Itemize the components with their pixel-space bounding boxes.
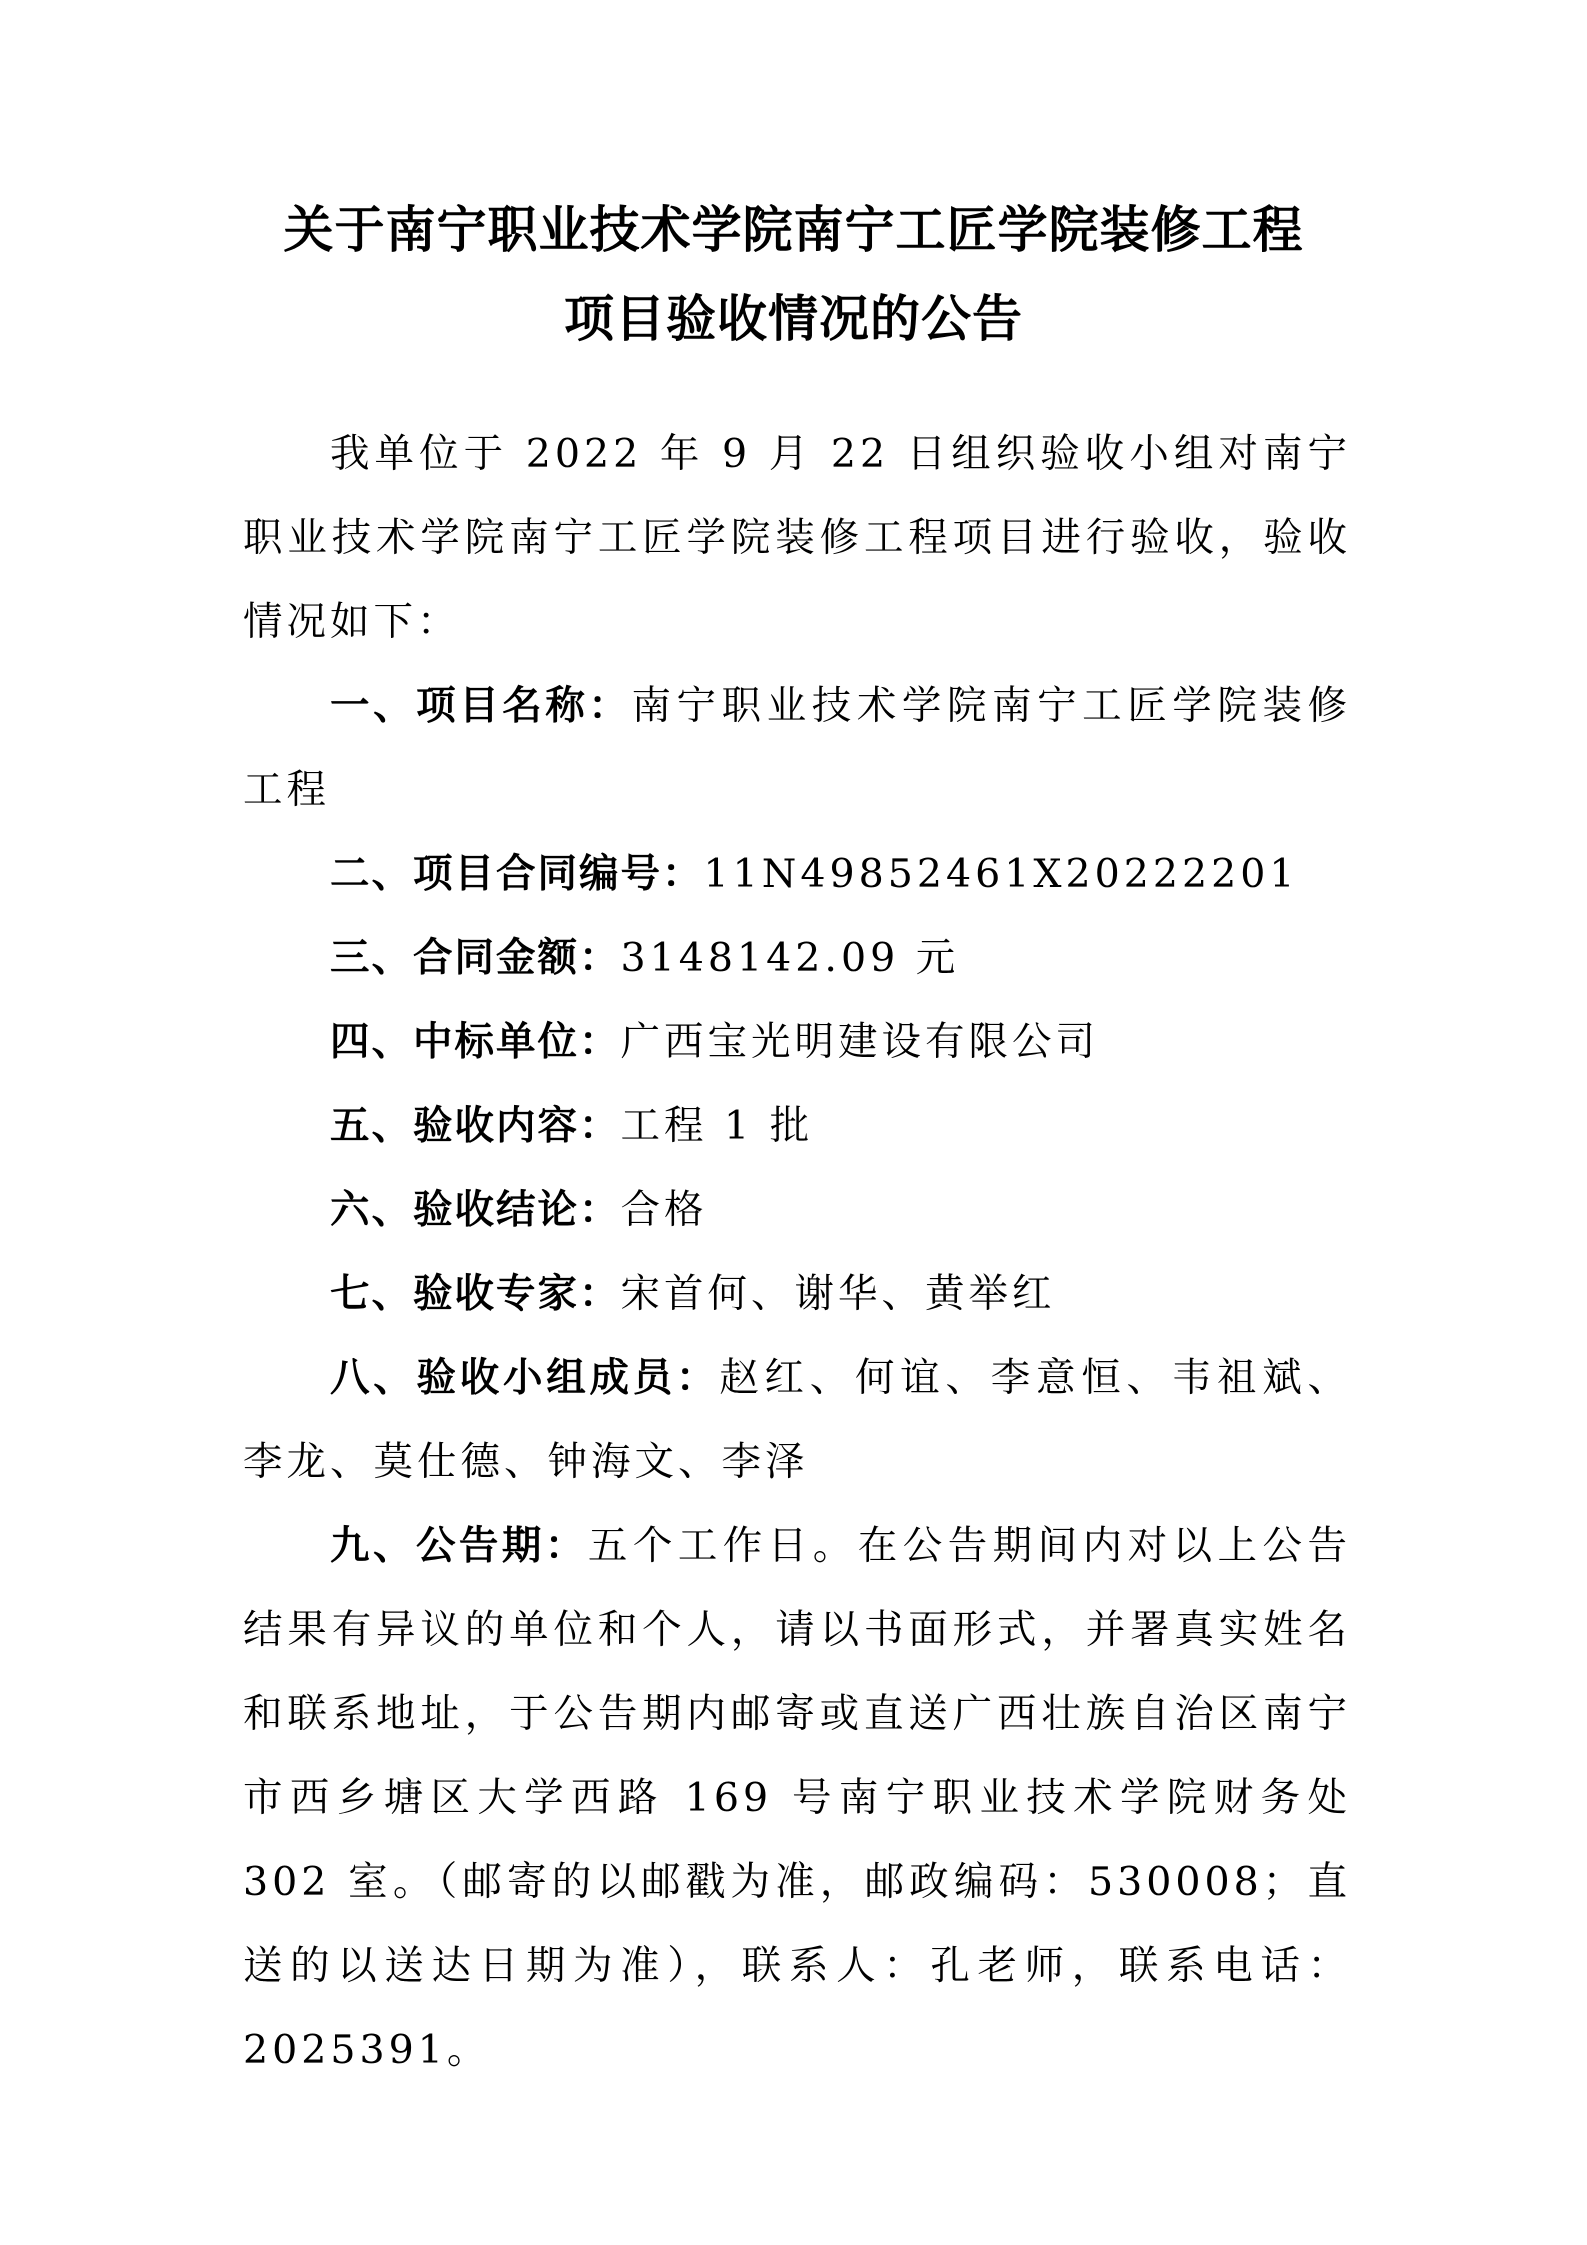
item-label: 九、公告期： [330, 1523, 588, 1569]
item-label: 六、验收结论： [330, 1187, 621, 1233]
item-label: 三、合同金额： [330, 935, 621, 981]
item-announcement-period [243, 1504, 1351, 2092]
item-winning-bidder [243, 1000, 1351, 1084]
item-label: 四、中标单位： [330, 1019, 621, 1065]
item-acceptance-experts [243, 1252, 1351, 1336]
item-value: 3148142.09 元 [620, 935, 960, 981]
item-acceptance-conclusion [243, 1168, 1351, 1252]
item-value: 五个工作日。在公告期间内对以上公告结果有异议的单位和个人，请以书面形式，并署真实姓名和联系地址，于公告期内邮寄或直送广西壮族自治区南宁市西乡塘区大学西路 169 号南宁职业技术学院财务处 302 室。（邮寄的以邮戳为准，邮政编码：530008；直送的以送达日期为准），联系人：孔老师，联系电话：2025391。 [243, 1523, 1352, 2073]
item-label: 七、验收专家： [330, 1271, 621, 1317]
item-contract-amount [243, 916, 1351, 1000]
item-contract-number [243, 832, 1351, 916]
item-value: 合格 [620, 1187, 708, 1233]
item-label: 五、验收内容： [330, 1103, 621, 1149]
item-value: 11N49852461X20222201 [703, 851, 1299, 897]
item-value: 工程 1 批 [620, 1103, 814, 1149]
item-acceptance-members [243, 1336, 1351, 1504]
item-value: 南宁职业技术学院南宁工匠学院装修工程 [243, 683, 1352, 813]
item-label: 一、项目名称： [330, 683, 632, 729]
document-body [243, 412, 1351, 2092]
item-value: 宋首何、谢华、黄举红 [620, 1271, 1056, 1317]
document-title-line-1: 关于南宁职业技术学院南宁工匠学院装修工程 [283, 200, 1304, 259]
item-value: 广西宝光明建设有限公司 [620, 1019, 1099, 1065]
item-label: 八、验收小组成员： [330, 1355, 720, 1401]
item-value: 赵红、何谊、李意恒、韦祖斌、李龙、莫仕德、钟海文、李泽 [243, 1355, 1351, 1485]
item-label: 二、项目合同编号： [330, 851, 704, 897]
document-title-line-2: 项目验收情况的公告 [564, 289, 1023, 348]
item-acceptance-content [243, 1084, 1351, 1168]
item-project-name [243, 664, 1351, 832]
intro-paragraph: 我单位于 2022 年 9 月 22 日组织验收小组对南宁职业技术学院南宁工匠学院装修工程项目进行验收，验收情况如下： [243, 431, 1351, 645]
